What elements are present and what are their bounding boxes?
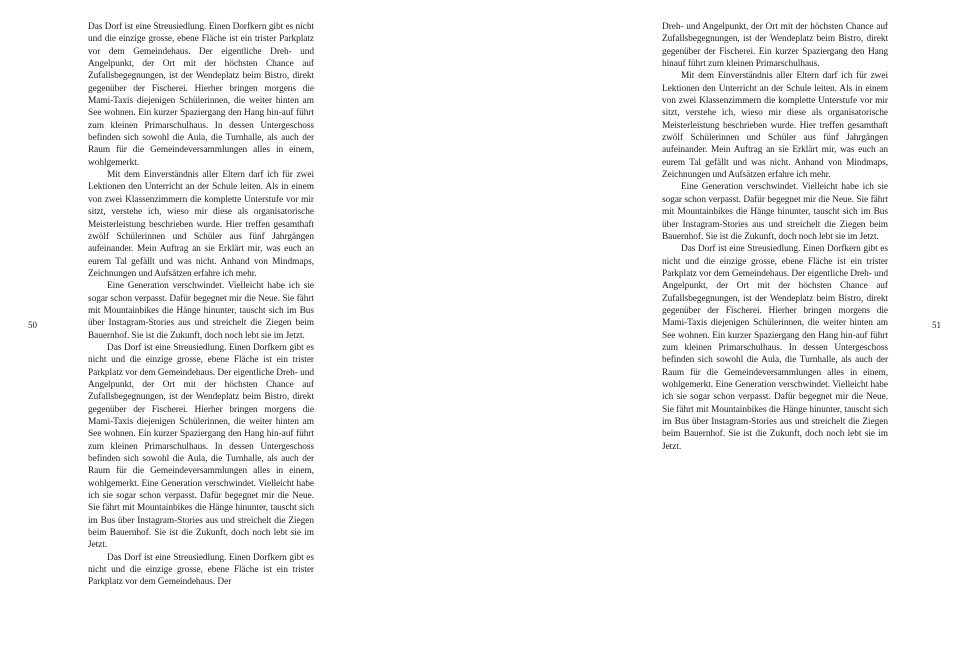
paragraph: Das Dorf ist eine Streusiedlung. Einen Dorfkern gibt es nicht und die einzige grosse, ebene Fläche ist ein trister Parkplatz vor dem Gemeindehaus. Der eigentliche Dreh- und Angelpunkt, der Ort mit der höchsten Chance auf Zufallsbegegnungen, ist der Wendeplatz beim Bistro, direkt gegenüber der Fischerei. Hierher bringen morgens die Mami-Taxis diejenigen Schülerinnen, die weiter hinten am See wohnen. Ein kurzer Spaziergang den Hang hin-auf führt zum kleinen Primarschulhaus. In dessen Untergeschoss befinden sich sowohl die Aula, die Turnhalle, als auch der Raum für die Gemeindeversammlungen alles in einem, wohlgemerkt. Eine Generation verschwindet. Vielleicht habe ich sie sogar schon verpasst. Dafür begegnet mir die Neue. Sie fährt mit Mountainbikes die Hänge hinunter, tauscht sich im Bus über Instagram-Stories aus und streichelt die Ziegen beim Bauernhof. Sie ist die Zukunft, doch noch lebt sie im Jetzt. [662,244,888,452]
page-number: 50 [28,320,37,330]
paragraph: Dreh- und Angelpunkt, der Ort mit der höchsten Chance auf Zufallsbegegnungen, ist der Wendeplatz beim Bistro, direkt gegenüber der Fischerei. Ein kurzer Spaziergang den Hang hinauf führt zum kleinen Primarschulhaus. [662,22,888,70]
left-text-column [88,21,314,589]
paragraph: Mit dem Einverständnis aller Eltern darf ich für zwei Lektionen den Unterricht an der Schule leiten. Als in einem von zwei Klassenzimmern die komplette Unterstufe vor mir sitzt, verstehe ich, wieso mir diese als organisatorische Meisterleistung beschrieben wurde. Hier treffen gesamthaft zwölf Schülerinnen und Schüler aus fünf Jahrgängen aufeinander. Mein Auftrag an sie Erklärt mir, was euch an eurem Tal gefällt und was nicht. Anhand von Mindmaps, Zeichnungen und Aufsätzen erfahre ich mehr. [662,71,888,181]
paragraph: Das Dorf ist eine Streusiedlung. Einen Dorfkern gibt es nicht und die einzige grosse, ebene Fläche ist ein trister Parkplatz vor dem Gemeindehaus. Der eigentliche Dreh- und Angelpunkt, der Ort mit der höchsten Chance auf Zufallsbegegnungen, ist der Wendeplatz beim Bistro, direkt gegenüber der Fischerei. Hierher bringen morgens die Mami-Taxis diejenigen Schülerinnen, die weiter hinten am See wohnen. Ein kurzer Spaziergang den Hang hin-auf führt zum kleinen Primarschulhaus. In dessen Untergeschoss befinden sich sowohl die Aula, die Turnhalle, als auch der Raum für die Gemeindeversammlungen alles in einem, wohlgemerkt. [88,22,314,168]
right-text-column [662,21,888,453]
right-page [486,0,972,648]
paragraph: Mit dem Einverständnis aller Eltern darf ich für zwei Lektionen den Unterricht an der Schule leiten. Als in einem von zwei Klassenzimmern die komplette Unterstufe vor mir sitzt, verstehe ich, wieso mir diese als organisatorische Meisterleistung beschrieben wurde. Hier treffen gesamthaft zwölf Schülerinnen und Schüler aus fünf Jahrgängen aufeinander. Mein Auftrag an sie Erklärt mir, was euch an eurem Tal gefällt und was nicht. Anhand von Mindmaps, Zeichnungen und Aufsätzen erfahre ich mehr. [88,170,314,279]
paragraph: Eine Generation verschwindet. Vielleicht habe ich sie sogar schon verpasst. Dafür begegnet mir die Neue. Sie fährt mit Mountainbikes die Hänge hinunter, tauscht sich im Bus über Instagram-Stories aus und streichelt die Ziegen beim Bauernhof. Sie ist die Zukunft, doch noch lebt sie im Jetzt. [88,281,314,341]
paragraph: Das Dorf ist eine Streusiedlung. Einen Dorfkern gibt es nicht und die einzige grosse, ebene Fläche ist ein trister Parkplatz vor dem Gemeindehaus. Der [88,552,314,588]
page-number: 51 [932,320,941,330]
paragraph: Das Dorf ist eine Streusiedlung. Einen Dorfkern gibt es nicht und die einzige grosse, ebene Fläche ist ein trister Parkplatz vor dem Gemeindehaus. Der eigentliche Dreh- und Angelpunkt, der Ort mit der höchsten Chance auf Zufallsbegegnungen, ist der Wendeplatz beim Bistro, direkt gegenüber der Fischerei. Hierher bringen morgens die Mami-Taxis diejenigen Schülerinnen, die weiter hinten am See wohnen. Ein kurzer Spaziergang den Hang hin-auf führt zum kleinen Primarschulhaus. In dessen Untergeschoss befinden sich sowohl die Aula, die Turnhalle, als auch der Raum für die Gemeindeversammlungen alles in einem, wohlgemerkt. Eine Generation verschwindet. Vielleicht habe ich sie sogar schon verpasst. Dafür begegnet mir die Neue. Sie fährt mit Mountainbikes die Hänge hinunter, tauscht sich im Bus über Instagram-Stories aus und streichelt die Ziegen beim Bauernhof. Sie ist die Zukunft, doch noch lebt sie im Jetzt. [88,342,314,551]
paragraph: Eine Generation verschwindet. Vielleicht habe ich sie sogar schon verpasst. Dafür begegnet mir die Neue. Sie fährt mit Mountainbikes die Hänge hinunter, tauscht sich im Bus über Instagram-Stories aus und streichelt die Ziegen beim Bauernhof. Sie ist die Zukunft, doch noch lebt sie im Jetzt. [662,182,888,242]
